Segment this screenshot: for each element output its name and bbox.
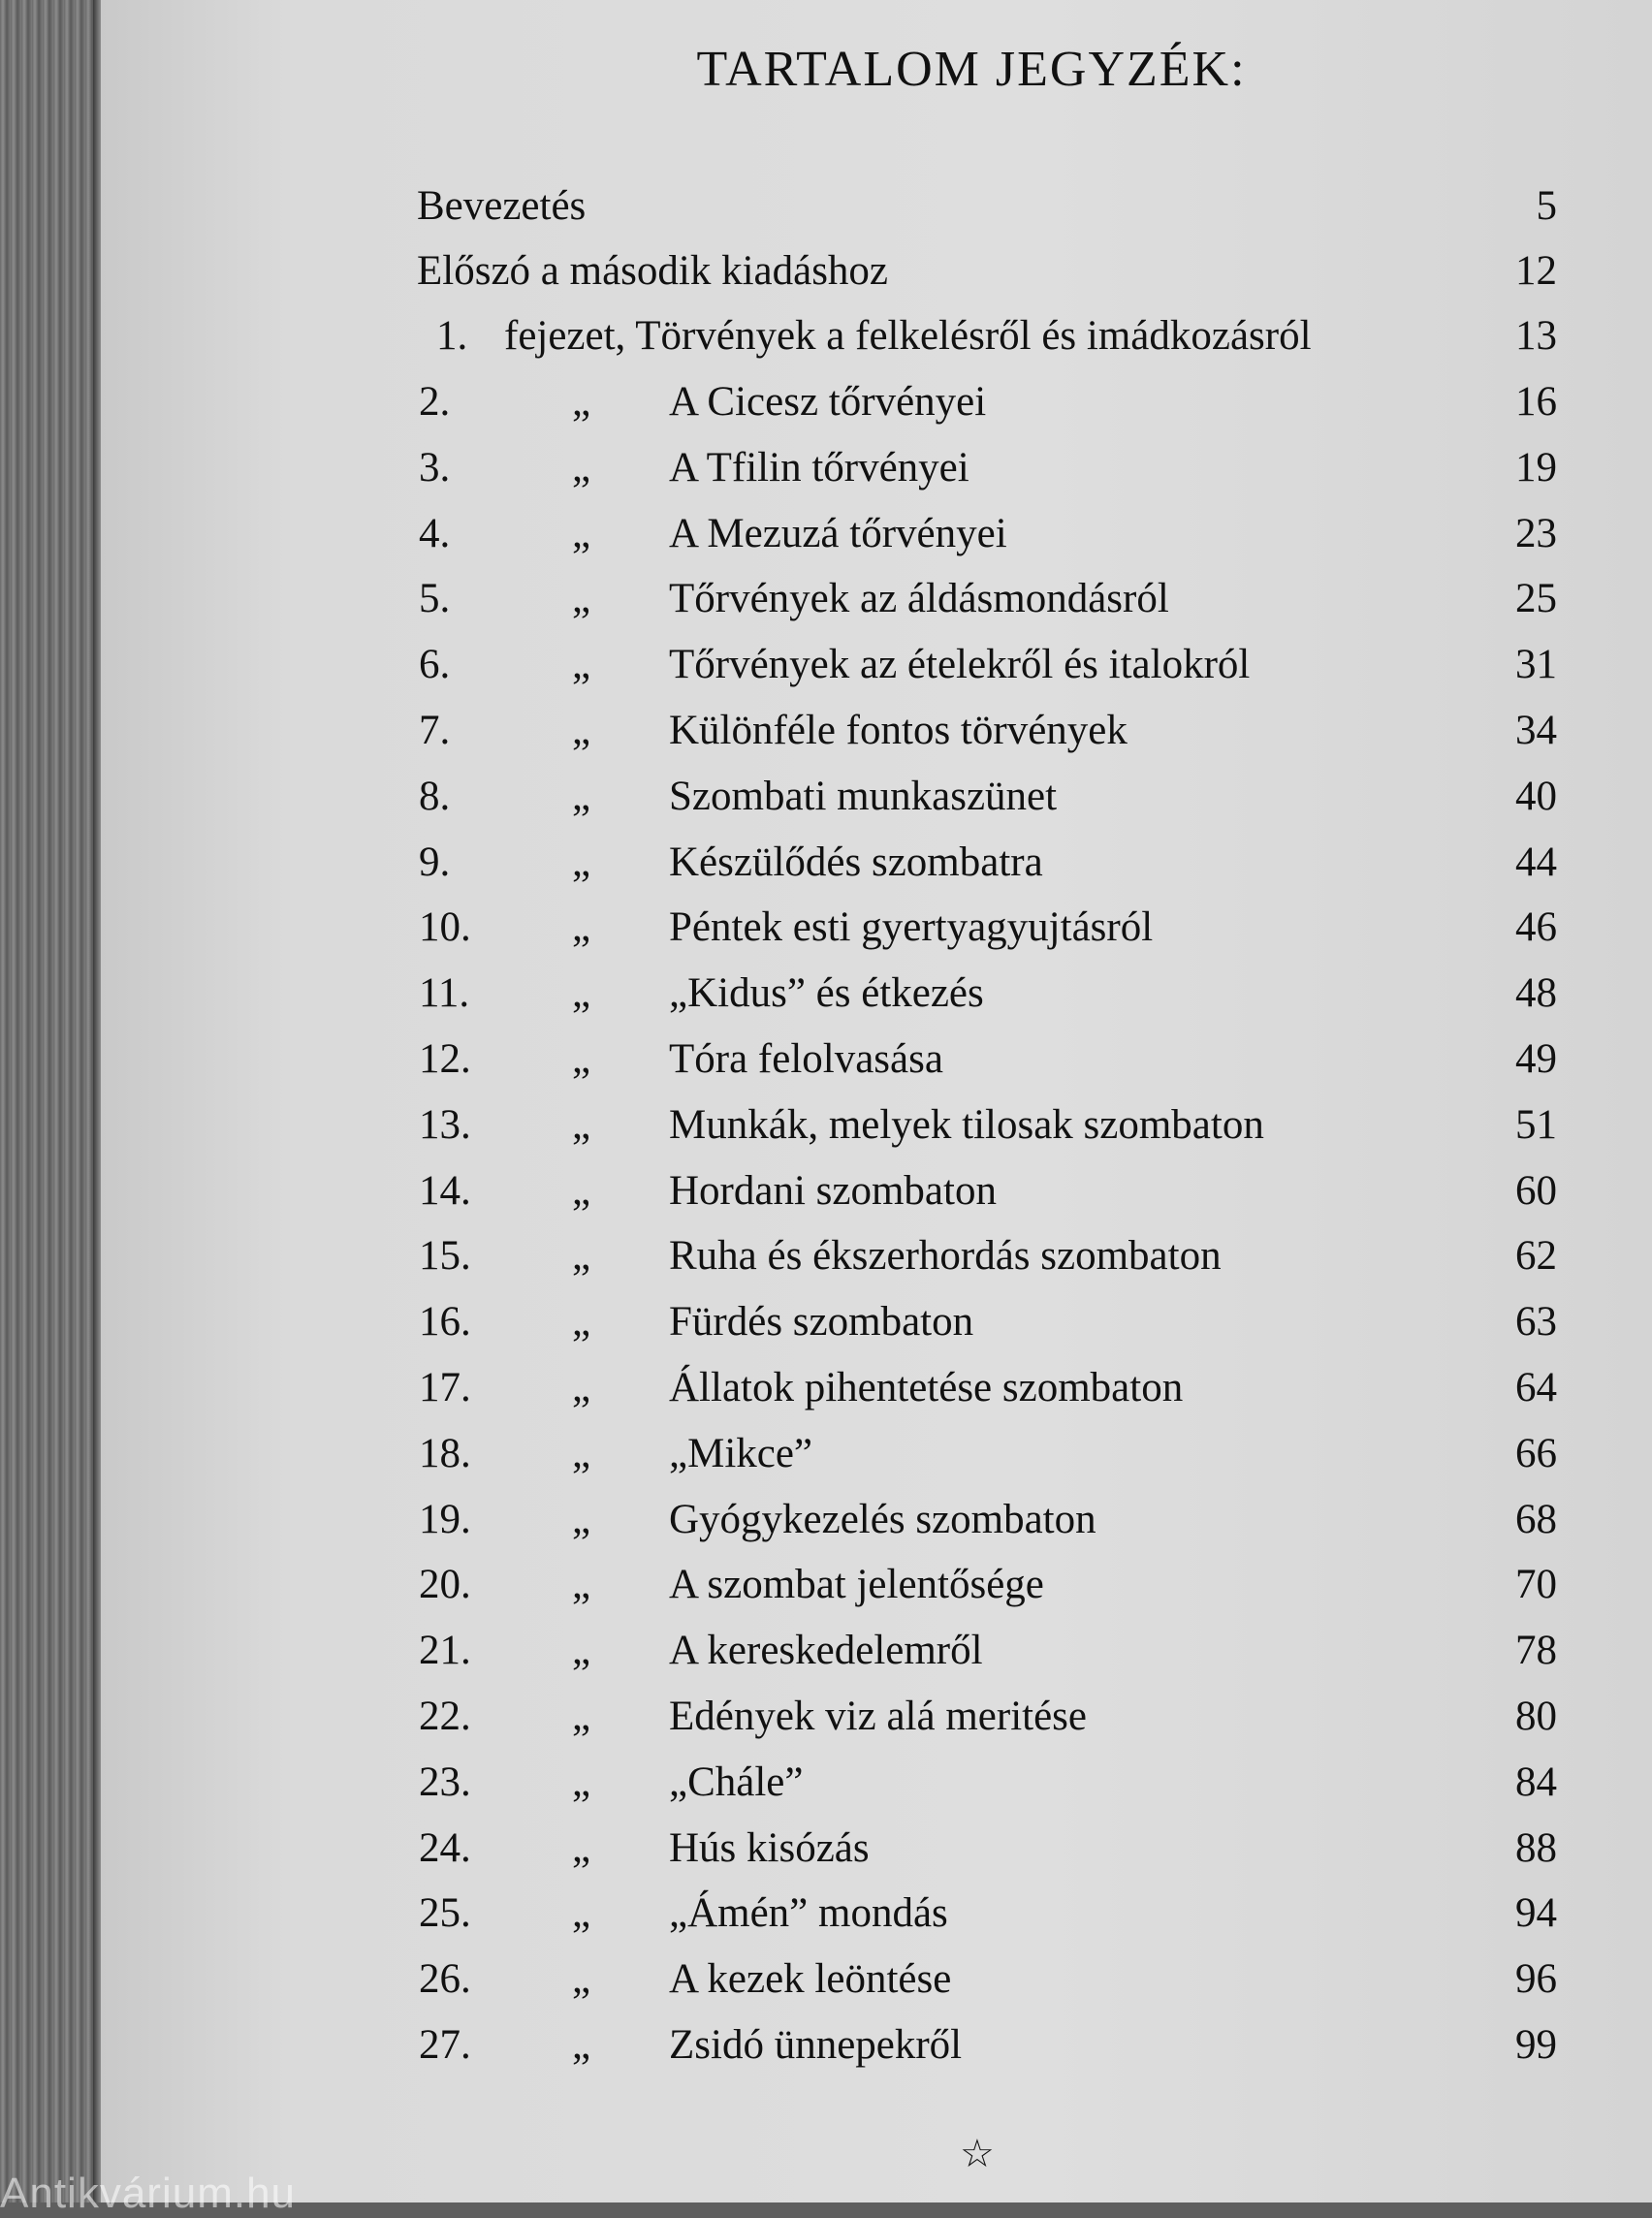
chapter-number: 13.	[419, 1101, 471, 1148]
chapter-number: 20.	[419, 1562, 471, 1608]
ditto-mark: „	[572, 1694, 591, 1739]
chapter-page: 16	[1515, 379, 1557, 425]
chapter-number: 17.	[419, 1365, 471, 1410]
ditto-mark: „	[572, 444, 591, 491]
chapter-page: 44	[1515, 839, 1557, 885]
ditto-mark: „	[572, 2022, 591, 2068]
chapter-page: 84	[1515, 1759, 1557, 1805]
chapter-page: 64	[1515, 1365, 1557, 1410]
ditto-mark: „	[572, 1167, 591, 1214]
chapter-page: 51	[1515, 1101, 1557, 1148]
ditto-mark: „	[572, 1496, 591, 1542]
toc-entry-chapter	[0, 899, 1652, 957]
toc-entry-chapter	[0, 505, 1652, 563]
ditto-mark: „	[572, 970, 591, 1017]
chapter-number: 1.	[436, 313, 468, 359]
toc-entry-chapter	[0, 373, 1652, 431]
ditto-mark: „	[572, 1299, 591, 1346]
chapter-number: 24.	[419, 1824, 471, 1871]
chapter-title: „Kidus” és étkezés	[669, 970, 984, 1017]
ditto-mark: „	[572, 1233, 591, 1280]
toc-entry-chapter	[0, 768, 1652, 826]
toc-entry-chapter	[0, 965, 1652, 1023]
chapter-page: 80	[1515, 1694, 1557, 1739]
chapter-title: A kezek leöntése	[669, 1956, 952, 2003]
chapter-page: 31	[1515, 642, 1557, 688]
toc-entry-chapter	[0, 1820, 1652, 1878]
watermark: Antikvárium.hu	[0, 2170, 297, 2217]
chapter-page: 40	[1515, 773, 1557, 819]
chapter-title: Állatok pihentetése szombaton	[669, 1365, 1184, 1410]
toc-entry-chapter	[0, 1622, 1652, 1680]
chapter-title: A Tfilin tőrvényei	[669, 444, 969, 491]
chapter-title: Gyógykezelés szombaton	[669, 1496, 1096, 1542]
ditto-mark: „	[572, 1430, 591, 1476]
toc-entry-chapter	[0, 1491, 1652, 1549]
ditto-mark: „	[572, 708, 591, 753]
ditto-mark: „	[572, 576, 591, 622]
toc-entry-chapter	[0, 834, 1652, 892]
chapter-number: 2.	[419, 379, 451, 425]
ditto-mark: „	[572, 773, 591, 819]
chapter-title: Szombati munkaszünet	[669, 773, 1058, 819]
chapter-title: Zsidó ünnepekről	[669, 2022, 963, 2068]
ditto-mark: „	[572, 1890, 591, 1937]
toc-entry-chapter	[0, 636, 1652, 694]
chapter-number: 15.	[419, 1233, 471, 1280]
ditto-mark: „	[572, 1628, 591, 1674]
chapter-number: 25.	[419, 1890, 471, 1937]
ditto-mark: „	[572, 379, 591, 425]
chapter-title: Tóra felolvasása	[669, 1036, 943, 1082]
chapter-number: 22.	[419, 1694, 471, 1739]
chapter-page: 13	[1515, 313, 1557, 359]
chapter-number: 19.	[419, 1496, 471, 1542]
toc-entry-chapter	[0, 1950, 1652, 2009]
ditto-mark: „	[572, 642, 591, 688]
ditto-mark: „	[572, 1824, 591, 1871]
ditto-mark: „	[572, 839, 591, 885]
ditto-mark: „	[572, 1759, 591, 1805]
chapter-title: Hordani szombaton	[669, 1167, 997, 1214]
chapter-page: 34	[1515, 708, 1557, 753]
toc-entry-chapter	[0, 1359, 1652, 1417]
chapter-number: 18.	[419, 1430, 471, 1476]
chapter-page: 78	[1515, 1628, 1557, 1674]
toc-entry-chapter	[0, 1688, 1652, 1746]
toc-entry-chapter	[0, 2016, 1652, 2075]
chapter-number: 10.	[419, 904, 471, 951]
chapter-title: A Mezuzá tőrvényei	[669, 510, 1007, 556]
chapter-number: 23.	[419, 1759, 471, 1805]
toc-entry-chapter	[0, 1030, 1652, 1089]
chapter-page: 63	[1515, 1299, 1557, 1346]
chapter-title: „Mikce”	[669, 1430, 813, 1476]
ditto-mark: „	[572, 1036, 591, 1082]
ditto-mark: „	[572, 1562, 591, 1608]
ditto-mark: „	[572, 1101, 591, 1148]
chapter-number: 11.	[419, 970, 470, 1017]
toc-entry-chapter	[0, 1754, 1652, 1812]
chapter-page: 60	[1515, 1167, 1557, 1214]
chapter-title: Hús kisózás	[669, 1824, 870, 1871]
chapter-number: 9.	[419, 839, 451, 885]
chapter-title: Különféle fontos törvények	[669, 708, 1128, 753]
toc-entry-page: 12	[1515, 248, 1557, 294]
toc-entry-chapter	[0, 1556, 1652, 1614]
ditto-mark: „	[572, 510, 591, 556]
chapter-number: 26.	[419, 1956, 471, 2003]
chapter-number: 12.	[419, 1036, 471, 1082]
ditto-mark: „	[572, 904, 591, 951]
toc-entry-chapter	[0, 439, 1652, 497]
chapter-title: Munkák, melyek tilosak szombaton	[669, 1101, 1264, 1148]
ditto-mark: „	[572, 1956, 591, 2003]
toc-entry-chapter	[0, 570, 1652, 628]
toc-entry-chapter	[0, 1096, 1652, 1155]
chapter-page: 96	[1515, 1956, 1557, 2003]
toc-entry-chapter	[0, 1227, 1652, 1285]
toc-entry-foreword	[0, 242, 1652, 301]
chapter-title: A szombat jelentősége	[669, 1562, 1044, 1608]
toc-entry-chapter	[0, 702, 1652, 760]
chapter-number: 7.	[419, 708, 451, 753]
chapter-page: 94	[1515, 1890, 1557, 1937]
chapter-title: „Chále”	[669, 1759, 804, 1805]
chapter-number: 3.	[419, 444, 451, 491]
chapter-title: A kereskedelemről	[669, 1628, 983, 1674]
page-title: TARTALOM JEGYZÉK:	[696, 42, 1247, 97]
chapter-title: Ruha és ékszerhordás szombaton	[669, 1233, 1222, 1280]
chapter-title: Edények viz alá meritése	[669, 1694, 1087, 1739]
chapter-title: Péntek esti gyertyagyujtásról	[669, 904, 1154, 951]
toc-entry-label: Bevezetés	[417, 183, 587, 229]
chapter-title: „Ámén” mondás	[669, 1890, 948, 1937]
chapter-page: 99	[1515, 2022, 1557, 2068]
chapter-page: 70	[1515, 1562, 1557, 1608]
chapter-title: Tőrvények az áldásmondásról	[669, 576, 1169, 622]
chapter-number: 8.	[419, 773, 451, 819]
chapter-number: 6.	[419, 642, 451, 688]
toc-entry-chapter-1	[0, 307, 1652, 365]
toc-entry-chapter	[0, 1162, 1652, 1220]
chapter-title: Készülődés szombatra	[669, 839, 1043, 885]
chapter-page: 19	[1515, 444, 1557, 491]
chapter-number: 27.	[419, 2022, 471, 2068]
chapter-title: Fürdés szombaton	[669, 1299, 974, 1346]
toc-entry-label: Előszó a második kiadáshoz	[417, 248, 889, 294]
chapter-page: 25	[1515, 576, 1557, 622]
chapter-title: A Cicesz tőrvényei	[669, 379, 987, 425]
chapter-page: 48	[1515, 970, 1557, 1017]
chapter-page: 23	[1515, 510, 1557, 556]
chapter-page: 68	[1515, 1496, 1557, 1542]
chapter-page: 88	[1515, 1824, 1557, 1871]
chapter-page: 66	[1515, 1430, 1557, 1476]
toc-entry-chapter	[0, 1885, 1652, 1943]
chapter-page: 46	[1515, 904, 1557, 951]
toc-entry-introduction	[0, 177, 1652, 236]
chapter-title: Tőrvények az ételekről és italokról	[669, 642, 1251, 688]
toc-entry-chapter	[0, 1293, 1652, 1351]
toc-entry-chapter	[0, 1425, 1652, 1483]
chapter-number: 5.	[419, 576, 451, 622]
chapter-page: 49	[1515, 1036, 1557, 1082]
chapter-number: 16.	[419, 1299, 471, 1346]
ditto-mark: „	[572, 1365, 591, 1410]
toc-entry-page: 5	[1536, 183, 1557, 229]
chapter-page: 62	[1515, 1233, 1557, 1280]
chapter-number: 21.	[419, 1628, 471, 1674]
star-ornament-icon: ☆	[960, 2132, 995, 2175]
chapter-title: fejezet, Törvények a felkelésről és imádkozásról	[504, 313, 1312, 359]
chapter-number: 4.	[419, 510, 451, 556]
chapter-number: 14.	[419, 1167, 471, 1214]
